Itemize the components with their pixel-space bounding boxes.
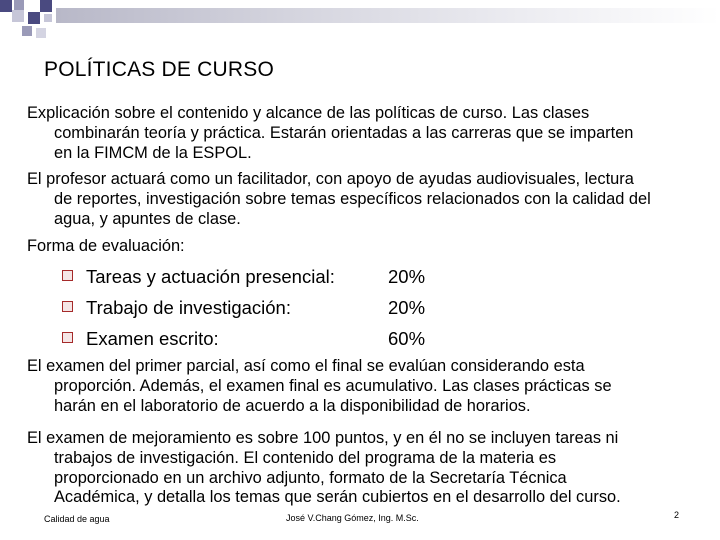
page-number: 2	[674, 510, 680, 520]
square-bullet-icon	[62, 301, 73, 312]
evaluation-label: Examen escrito:	[86, 328, 219, 349]
footer-author: José V.Chang Gómez, Ing. M.Sc.	[286, 513, 419, 523]
decor-square	[22, 26, 32, 36]
evaluation-percent: 20%	[388, 297, 426, 318]
evaluation-percent: 20%	[388, 266, 426, 287]
text-line: combinarán teoría y práctica. Estarán orientadas a las carreras que se imparten	[54, 123, 634, 142]
text-line: Forma de evaluación:	[27, 237, 185, 255]
evaluation-label: Tareas y actuación presencial:	[86, 266, 335, 287]
square-bullet-icon	[62, 270, 73, 281]
footer-course-name: Calidad de agua	[44, 514, 110, 524]
evaluation-item	[62, 297, 291, 319]
decor-square	[0, 0, 12, 12]
decor-square	[36, 28, 46, 38]
text-line: El examen del primer parcial, así como el final se evalúan considerando esta	[27, 357, 585, 375]
text-line: agua, y apuntes de clase.	[54, 209, 241, 228]
paragraph-improvement-exam	[27, 429, 717, 508]
paragraph-course-content	[27, 104, 717, 163]
evaluation-item	[62, 266, 335, 288]
decor-square	[14, 0, 24, 10]
paragraph-exam-rules	[27, 357, 717, 416]
evaluation-item	[62, 328, 219, 350]
text-line: Académica, y detalla los temas que serán cubiertos en el desarrollo del curso.	[54, 488, 621, 507]
paragraph-teacher-role	[27, 170, 717, 229]
decor-square	[12, 10, 24, 22]
text-line: proporción. Además, el examen final es acumulativo. Las clases prácticas se	[54, 376, 612, 395]
text-line: El profesor actuará como un facilitador, con apoyo de ayudas audiovisuales, lectura	[27, 170, 634, 188]
decor-square	[40, 0, 52, 12]
decor-square	[28, 12, 40, 24]
text-line: de reportes, investigación sobre temas específicos relacionados con la calidad del	[54, 189, 651, 208]
text-line: en la FIMCM de la ESPOL.	[54, 143, 252, 162]
square-bullet-icon	[62, 332, 73, 343]
evaluation-label: Trabajo de investigación:	[86, 297, 291, 318]
slide-title: POLÍTICAS DE CURSO	[44, 58, 274, 81]
paragraph-evaluation-heading	[27, 237, 717, 257]
text-line: harán en el laboratorio de acuerdo a la disponibilidad de horarios.	[54, 396, 531, 415]
decor-square	[44, 14, 52, 22]
header-decoration	[0, 0, 720, 50]
text-line: trabajos de investigación. El contenido del programa de la materia es	[54, 448, 557, 467]
text-line: El examen de mejoramiento es sobre 100 puntos, y en él no se incluyen tareas ni	[27, 429, 619, 447]
text-line: Explicación sobre el contenido y alcance de las políticas de curso. Las clases	[27, 104, 590, 122]
evaluation-percent: 60%	[388, 328, 426, 349]
header-gradient-band	[56, 8, 720, 23]
text-line: proporcionado en un archivo adjunto, formato de la Secretaría Técnica	[54, 468, 567, 487]
